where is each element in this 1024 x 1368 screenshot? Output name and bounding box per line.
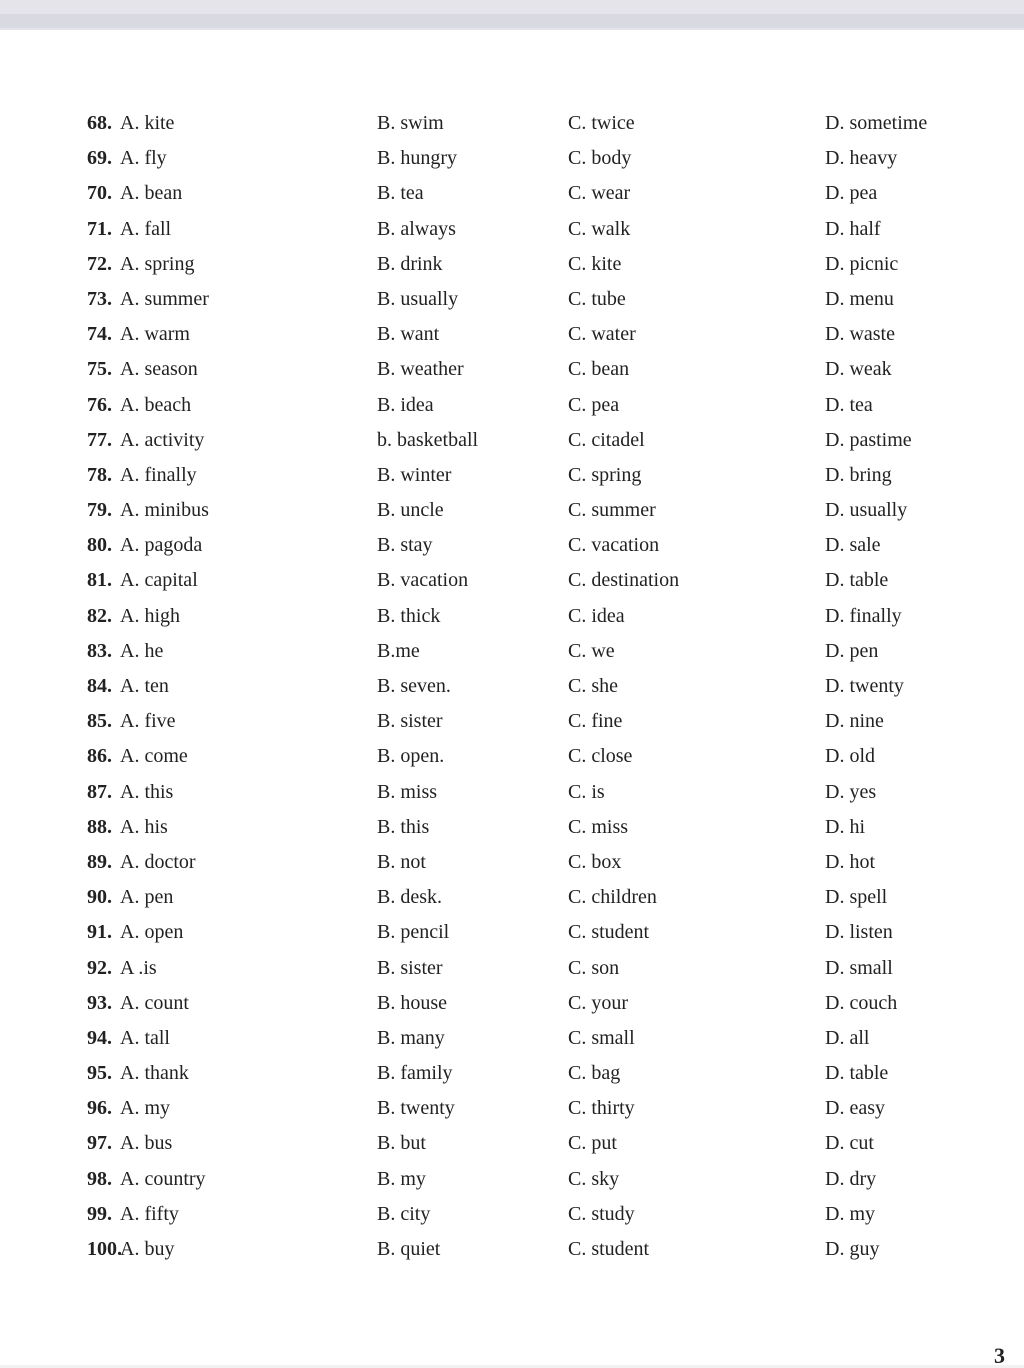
option-b: B. desk. xyxy=(377,886,442,909)
option-b: B. weather xyxy=(377,358,464,381)
option-d: D. finally xyxy=(825,604,902,627)
option-b: B. pencil xyxy=(377,921,450,944)
option-c: C. kite xyxy=(568,252,622,275)
option-b: B. sister xyxy=(377,956,443,979)
option-c: C. tube xyxy=(568,287,626,310)
option-c: C. citadel xyxy=(568,428,645,451)
option-b: B. this xyxy=(377,815,430,838)
option-c: C. twice xyxy=(568,112,635,134)
option-d: D. easy xyxy=(825,1097,885,1120)
option-a: A. kite xyxy=(120,112,175,134)
option-c: C. pea xyxy=(568,393,620,416)
option-d: D. yes xyxy=(825,780,877,803)
option-d: D. menu xyxy=(825,287,894,310)
question-row xyxy=(0,528,1024,563)
option-c: C. close xyxy=(568,745,633,768)
option-d: D. listen xyxy=(825,921,893,944)
option-c: C. student xyxy=(568,1238,650,1260)
question-row xyxy=(0,106,1024,141)
question-number: 80. xyxy=(87,534,112,557)
option-a: A. come xyxy=(120,745,188,768)
option-a: A. high xyxy=(120,604,180,627)
option-c: C. study xyxy=(568,1202,635,1225)
question-number: 83. xyxy=(87,639,112,662)
option-c: C. student xyxy=(568,921,650,944)
option-a: A. fly xyxy=(120,147,167,170)
option-d: D. spell xyxy=(825,886,888,909)
option-c: C. summer xyxy=(568,499,656,522)
question-row xyxy=(0,423,1024,458)
question-row xyxy=(0,212,1024,247)
question-row xyxy=(0,669,1024,704)
viewer-top-bar xyxy=(0,0,1024,30)
question-row xyxy=(0,141,1024,176)
viewer-top-divider xyxy=(0,14,1024,28)
question-number: 95. xyxy=(87,1062,112,1085)
option-c: C. walk xyxy=(568,217,631,240)
option-b: B. hungry xyxy=(377,147,457,170)
question-number: 71. xyxy=(87,217,112,240)
option-b: B. winter xyxy=(377,463,452,486)
option-c: C. son xyxy=(568,956,620,979)
option-a: A. spring xyxy=(120,252,195,275)
option-b: B. thick xyxy=(377,604,441,627)
question-number: 69. xyxy=(87,147,112,170)
option-a: A. this xyxy=(120,780,174,803)
option-a: A. country xyxy=(120,1167,206,1190)
question-number: 77. xyxy=(87,428,112,451)
option-a: A. bean xyxy=(120,182,183,205)
page-number: 3 xyxy=(994,1343,1005,1368)
question-number: 86. xyxy=(87,745,112,768)
option-d: D. pen xyxy=(825,639,879,662)
option-a: A. open xyxy=(120,921,184,944)
option-c: C. spring xyxy=(568,463,642,486)
option-c: C. box xyxy=(568,850,622,873)
option-d: D. sometime xyxy=(825,112,928,134)
option-c: C. small xyxy=(568,1026,635,1049)
question-row xyxy=(0,915,1024,950)
option-d: D. tea xyxy=(825,393,873,416)
question-row xyxy=(0,1197,1024,1232)
question-number: 70. xyxy=(87,182,112,205)
question-number: 98. xyxy=(87,1167,112,1190)
question-number: 97. xyxy=(87,1132,112,1155)
question-number: 79. xyxy=(87,499,112,522)
option-a: A. my xyxy=(120,1097,170,1120)
option-b: B. want xyxy=(377,323,440,346)
option-b: B. vacation xyxy=(377,569,469,592)
question-row xyxy=(0,986,1024,1021)
option-a: A. he xyxy=(120,639,164,662)
option-a: A. ten xyxy=(120,675,169,697)
question-row xyxy=(0,563,1024,598)
option-b: B. twenty xyxy=(377,1097,455,1120)
option-b: B.me xyxy=(377,639,420,662)
option-b: B. city xyxy=(377,1202,431,1225)
question-row xyxy=(0,951,1024,986)
option-c: C. bean xyxy=(568,358,630,381)
option-d: D. hi xyxy=(825,815,865,838)
question-row xyxy=(0,880,1024,915)
question-row xyxy=(0,634,1024,669)
option-b: B. stay xyxy=(377,534,433,557)
question-row xyxy=(0,493,1024,528)
option-b: b. basketball xyxy=(377,428,479,451)
option-b: B. usually xyxy=(377,287,459,310)
option-a: A. pagoda xyxy=(120,534,203,557)
option-a: A. minibus xyxy=(120,499,209,522)
question-number: 94. xyxy=(87,1026,112,1049)
option-c: C. body xyxy=(568,147,632,170)
question-number: 85. xyxy=(87,710,112,733)
question-row xyxy=(0,1232,1024,1267)
option-a: A. finally xyxy=(120,463,197,486)
question-number: 82. xyxy=(87,604,112,627)
option-d: D. picnic xyxy=(825,252,899,275)
question-number: 73. xyxy=(87,287,112,310)
option-c: C. is xyxy=(568,780,605,803)
option-b: B. family xyxy=(377,1062,453,1085)
option-a: A. season xyxy=(120,358,198,381)
question-row xyxy=(0,1162,1024,1197)
question-row xyxy=(0,388,1024,423)
option-b: B. always xyxy=(377,217,456,240)
option-d: D. pea xyxy=(825,182,878,205)
question-number: 92. xyxy=(87,956,112,979)
option-d: D. guy xyxy=(825,1238,880,1260)
question-row xyxy=(0,458,1024,493)
question-number: 75. xyxy=(87,358,112,381)
question-row xyxy=(0,704,1024,739)
option-c: C. your xyxy=(568,991,628,1014)
question-number: 99. xyxy=(87,1202,112,1225)
question-number: 78. xyxy=(87,463,112,486)
option-d: D. half xyxy=(825,217,881,240)
option-c: C. destination xyxy=(568,569,680,592)
option-c: C. water xyxy=(568,323,636,346)
question-row xyxy=(0,1091,1024,1126)
option-c: C. sky xyxy=(568,1167,620,1190)
option-b: B. miss xyxy=(377,780,438,803)
option-d: D. table xyxy=(825,569,889,592)
option-b: B. but xyxy=(377,1132,426,1155)
option-c: C. put xyxy=(568,1132,617,1155)
question-row xyxy=(0,282,1024,317)
option-b: B. not xyxy=(377,850,426,873)
question-row xyxy=(0,1126,1024,1161)
option-b: B. seven. xyxy=(377,675,451,697)
option-d: D. all xyxy=(825,1026,870,1049)
question-row xyxy=(0,352,1024,387)
option-d: D. bring xyxy=(825,463,892,486)
option-d: D. table xyxy=(825,1062,889,1085)
option-b: B. house xyxy=(377,991,447,1014)
option-c: C. wear xyxy=(568,182,631,205)
question-row xyxy=(0,739,1024,774)
option-d: D. heavy xyxy=(825,147,898,170)
option-d: D. old xyxy=(825,745,875,768)
option-d: D. nine xyxy=(825,710,884,733)
option-c: C. thirty xyxy=(568,1097,635,1120)
document-page xyxy=(0,30,1024,1368)
question-number: 76. xyxy=(87,393,112,416)
option-c: C. idea xyxy=(568,604,625,627)
option-d: D. dry xyxy=(825,1167,877,1190)
option-c: C. fine xyxy=(568,710,623,733)
option-a: A. count xyxy=(120,991,189,1014)
option-d: D. my xyxy=(825,1202,875,1225)
option-a: A. doctor xyxy=(120,850,196,873)
option-a: A. activity xyxy=(120,428,205,451)
option-d: D. hot xyxy=(825,850,875,873)
option-d: D. small xyxy=(825,956,893,979)
question-number: 84. xyxy=(87,675,112,697)
option-a: A. five xyxy=(120,710,176,733)
option-b: B. many xyxy=(377,1026,445,1049)
question-list xyxy=(0,106,1024,1267)
option-a: A. his xyxy=(120,815,168,838)
option-d: D. pastime xyxy=(825,428,912,451)
question-row xyxy=(0,176,1024,211)
question-number: 96. xyxy=(87,1097,112,1120)
question-number: 100. xyxy=(87,1238,122,1260)
option-d: D. waste xyxy=(825,323,895,346)
option-b: B. quiet xyxy=(377,1238,441,1260)
option-b: B. swim xyxy=(377,112,444,134)
option-c: C. vacation xyxy=(568,534,660,557)
question-row xyxy=(0,845,1024,880)
question-number: 87. xyxy=(87,780,112,803)
question-number: 81. xyxy=(87,569,112,592)
option-a: A. fall xyxy=(120,217,172,240)
question-row xyxy=(0,247,1024,282)
option-c: C. bag xyxy=(568,1062,621,1085)
question-number: 68. xyxy=(87,112,112,134)
option-b: B. idea xyxy=(377,393,434,416)
option-b: B. sister xyxy=(377,710,443,733)
question-number: 72. xyxy=(87,252,112,275)
option-d: D. sale xyxy=(825,534,881,557)
question-number: 90. xyxy=(87,886,112,909)
question-number: 91. xyxy=(87,921,112,944)
option-c: C. children xyxy=(568,886,657,909)
option-d: D. couch xyxy=(825,991,898,1014)
question-number: 89. xyxy=(87,850,112,873)
option-a: A. bus xyxy=(120,1132,173,1155)
option-b: B. open. xyxy=(377,745,445,768)
option-b: B. tea xyxy=(377,182,424,205)
question-row xyxy=(0,317,1024,352)
question-row xyxy=(0,599,1024,634)
option-d: D. usually xyxy=(825,499,908,522)
option-d: D. weak xyxy=(825,358,892,381)
option-a: A. buy xyxy=(120,1238,175,1260)
question-row xyxy=(0,775,1024,810)
option-a: A. fifty xyxy=(120,1202,179,1225)
question-row xyxy=(0,1056,1024,1091)
option-b: B. my xyxy=(377,1167,426,1190)
question-row xyxy=(0,810,1024,845)
option-a: A. thank xyxy=(120,1062,189,1085)
option-b: B. drink xyxy=(377,252,443,275)
option-a: A. summer xyxy=(120,287,209,310)
question-number: 93. xyxy=(87,991,112,1014)
option-a: A. beach xyxy=(120,393,192,416)
question-number: 74. xyxy=(87,323,112,346)
option-a: A. tall xyxy=(120,1026,170,1049)
option-d: D. twenty xyxy=(825,675,904,697)
option-a: A. warm xyxy=(120,323,190,346)
option-a: A. capital xyxy=(120,569,198,592)
question-number: 88. xyxy=(87,815,112,838)
option-c: C. we xyxy=(568,639,615,662)
option-c: C. she xyxy=(568,675,618,697)
question-row xyxy=(0,1021,1024,1056)
option-a: A .is xyxy=(120,956,157,979)
option-c: C. miss xyxy=(568,815,629,838)
option-d: D. cut xyxy=(825,1132,874,1155)
option-b: B. uncle xyxy=(377,499,444,522)
option-a: A. pen xyxy=(120,886,174,909)
